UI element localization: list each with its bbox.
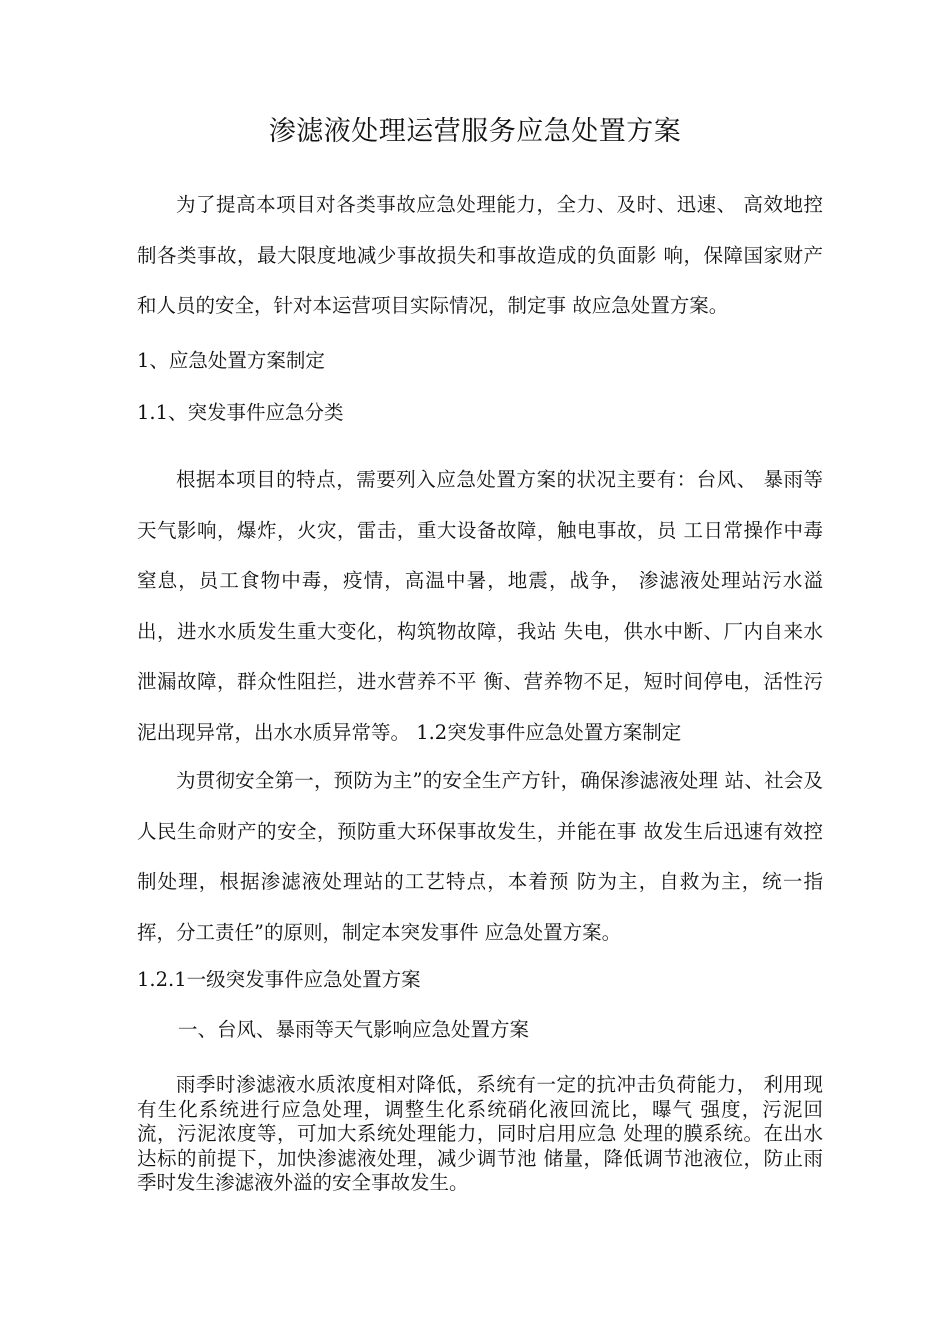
principle-paragraph-block	[137, 756, 823, 958]
section-heading-1: 1、应急处置方案制定	[137, 349, 325, 372]
rain-paragraph: 雨季时渗滤液水质浓度相对降低，系统有一定的抗冲击负荷能力， 利用现有生化系统进行应急处理，调整生化系统硝化液回流比，曝气 强度，污泥回流，污泥浓度等，可加大系统处理能力，同时启用应急 处理的膜系统。在出水达标的前提下，加快渗滤液处理，减少调节池 储量，降低调节池液位，防止雨季时发生渗滤液外溢的安全事故发生。	[137, 1073, 823, 1194]
classification-paragraph: 根据本项目的特点，需要列入应急处置方案的状况主要有：台风、 暴雨等天气影响，爆炸，火灾，雷击，重大设备故障，触电事故，员 工日常操作中毒窒息，员工食物中毒，疫情，高温中暑，地震，战争， 渗滤液处理站污水溢出，进水水质发生重大变化，构筑物故障，我站 失电，供水中断、厂内自来水泄漏故障，群众性阻拦，进水营养不平 衡、营养物不足，短时间停电，活性污泥出现异常，出水水质异常等。 1.2突发事件应急处置方案制定	[137, 468, 823, 744]
principle-paragraph: 为贯彻安全第一，预防为主”的安全生产方针，确保渗滤液处理 站、社会及人民生命财产的安全，预防重大环保事故发生，并能在事 故发生后迅速有效控制处理，根据渗滤液处理站的工艺特点，本着预 防为主，自救为主，统一指挥，分工责任”的原则，制定本突发事件 应急处置方案。	[137, 769, 823, 944]
intro-paragraph-block	[137, 180, 823, 332]
section-heading-1-2-1: 1.2.1一级突发事件应急处置方案	[137, 968, 421, 991]
section-heading-1-1: 1.1、突发事件应急分类	[137, 401, 344, 424]
intro-paragraph: 为了提高本项目对各类事故应急处理能力，全力、及时、迅速、 高效地控制各类事故，最大限度地减少事故损失和事故造成的负面影 响，保障国家财产和人员的安全，针对本运营项目实际情况，制定事 故应急处置方案。	[137, 193, 823, 317]
subsection-heading-typhoon: 一、台风、暴雨等天气影响应急处置方案	[178, 1018, 530, 1041]
rain-paragraph-block	[137, 1073, 823, 1196]
classification-paragraph-block	[137, 455, 823, 758]
document-title: 渗滤液处理运营服务应急处置方案	[268, 116, 682, 147]
